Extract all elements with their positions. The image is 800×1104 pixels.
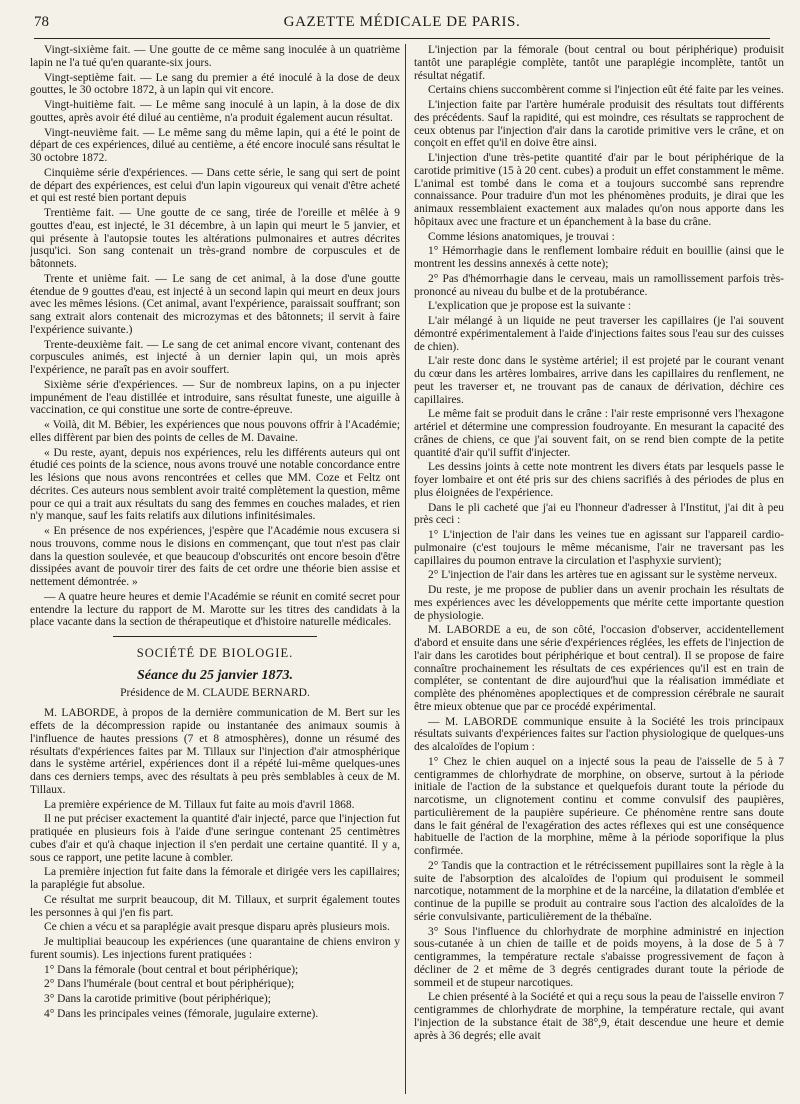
seance-title: Séance du 25 janvier 1873. — [137, 667, 293, 683]
left-paragraph: « Voilà, dit M. Bébier, les expériences que nous pouvons offrir à l'Académie; elles diffèrent par bien des points de celles de M. Davaine. — [30, 419, 400, 444]
left-paragraph: Vingt-septième fait. — Le sang du premier a été inoculé à la dose de deux gouttes, le 30 octobre 1872, à un lapin qui vit encore. — [30, 71, 400, 97]
left-paragraph: Sixième série d'expériences. — Sur de nombreux lapins, on a pu injecter impunément de l'eau distillée et introduire, sans résultat funeste, une aiguille à vaccination, ce qui constitue une sorte de contre-épreuve. — [30, 378, 400, 417]
left-paragraph: Vingt-sixième fait. — Une goutte de ce même sang inoculée à un quatrième lapin ne l'a tué qu'en quarante-six jours. — [30, 44, 400, 69]
presidence-line: Présidence de M. CLAUDE BERNARD. — [120, 686, 310, 699]
left-paragraph: M. LABORDE, à propos de la dernière communication de M. Bert sur les effets de la décompression rapide ou instantanée des animaux soumis à l'influence de hautes pressions (7 et 8 atmosphères), donne un résumé des résultats d'expériences faites par M. Tillaux sur l'injection d'air atmosphérique dans le système artériel, expériences dont il a répété lui-même quelques-unes dans ces derniers temps, avec des résultats à peu près semblables à ceux de M. Tillaux. — [30, 707, 400, 796]
left-paragraph: 3° Dans la carotide primitive (bout périphérique); — [44, 993, 271, 1005]
right-column — [414, 44, 784, 1094]
left-paragraph: 1° Dans la fémorale (bout central et bout périphérique); — [44, 963, 299, 976]
left-paragraph: Ce résultat me surprit beaucoup, dit M. Tillaux, et surprit également toutes les personnes à qui j'en fis part. — [30, 893, 400, 919]
left-paragraph: Trentième fait. — Une goutte de ce sang, tirée de l'oreille et mêlée à 9 gouttes d'eau, est injecté, le 31 décembre, à un lapin qui meurt le 5 janvier, et qui présente à l'autopsie toutes les altérations pulmonaires et autres décrites jusqu'ici. Son sang contenait un très-grand nombre de corpuscules et de bâtonnets. — [30, 207, 400, 270]
right-paragraph: 2° L'injection de l'air dans les artères tue en agissant sur le système nerveux. — [428, 569, 778, 582]
right-paragraph: Certains chiens succombèrent comme si l'injection eût été faite par les veines. — [428, 84, 784, 97]
right-paragraph: Du reste, je me propose de publier dans un avenir prochain les résultats de mes expériences avec les développements que mérite cette importante question de physiologie. — [414, 584, 784, 622]
left-paragraph: La première expérience de M. Tillaux fut faite au mois d'avril 1868. — [44, 798, 355, 811]
right-paragraph: Le chien présenté à la Société et qui a reçu sous la peau de l'aisselle environ 7 centigrammes de chlorhydrate de morphine, la température rectale, qui avant l'injection de la substance était de 38°,9, était descendue une heure et demie après à 36 degrés; elle avait — [414, 991, 784, 1042]
page-header — [34, 8, 770, 39]
left-paragraph: Vingt-huitième fait. — Le même sang inoculé à un lapin, à la dose de dix gouttes, après avoir été dilué au centième, n'a produit également aucun résultat. — [30, 99, 400, 124]
section-title: SOCIÉTÉ DE BIOLOGIE. — [136, 646, 294, 660]
left-column — [30, 44, 400, 1094]
left-paragraph: Trente et unième fait. — Le sang de cet animal, à la dose d'une goutte étendue de 9 gouttes d'eau, est injecté à un second lapin qui meurt en deux jours avec les mêmes lésions. (Cet animal, avant l'expérience, paraissait souffrant; son sang extrait alors contenait des microzymas et des bâtonnets; il servit à faire l'expérience suivante.) — [30, 272, 400, 336]
right-paragraph: Comme lésions anatomiques, je trouvai : — [428, 230, 615, 243]
journal-title: GAZETTE MÉDICALE DE PARIS. — [283, 14, 521, 30]
right-paragraph: L'explication que je propose est la suivante : — [428, 300, 632, 313]
right-paragraph: L'air mélangé à un liquide ne peut traverser les capillaires (je l'ai souvent démontré expérimentalement à l'aide d'injections faites sous l'eau sur des cuisses de chien). — [414, 315, 784, 353]
right-paragraph: L'injection faite par l'artère humérale produisit des résultats tout différents des précédents. Sauf la rapidité, qui est moindre, ces résultats se rapprochent de ceux obtenus par l'injection d'air dans la carotide primitive vers le crâne, et on conçoit en effet qu'il en doive être ainsi. — [414, 99, 784, 150]
right-paragraph: L'injection par la fémorale (bout central ou bout périphérique) produisit tantôt une paraplégie complète, tantôt une paraplégie incomplète, tantôt un résultat négatif. — [414, 44, 784, 82]
left-paragraph: Cinquième série d'expériences. — Dans cette série, le sang qui sert de point de départ des expériences, est celui d'un lapin vigoureux qui venait d'être acheté et qui est resté bien portant depuis — [30, 166, 400, 205]
left-paragraph: Vingt-neuvième fait. — Le même sang du même lapin, qui a été le point de départ de ces expériences, dilué au centième, a été encore inoculé sans résultat le 30 octobre 1872. — [30, 126, 400, 164]
right-paragraph: L'injection d'une très-petite quantité d'air par le bout périphérique de la carotide primitive (15 à 20 cent. cubes) a produit un effet constamment le même. L'animal est tombé dans le coma et a toujours succombé sans reprendre connaissance. Pour traduire d'un mot les phénomènes produits, je dirai que les animaux ressemblaient exactement aux malades qu'on nous apporte dans les hôpitaux avec une fracture et un épanchement à la base du crâne. — [414, 152, 784, 228]
right-paragraph: 1° L'injection de l'air dans les veines tue en agissant sur l'appareil cardio-pulmonaire (c'est toujours le même mécanisme, l'air ne traversant pas les capillaires du poumon entrave la circulation et l'asphyxie survient); — [414, 529, 784, 567]
right-paragraph: Les dessins joints à cette note montrent les divers états par lesquels passe le foyer lombaire et ont été pris sur des chiens sacrifiés à des périodes de plus en plus éloignées de l'expérience. — [414, 461, 784, 499]
left-paragraph: 2° Dans l'humérale (bout central et bout périphérique); — [44, 978, 295, 991]
right-paragraph: Le même fait se produit dans le crâne : l'air reste emprisonné vers l'hexagone artériel et détermine une compression foudroyante. En mesurant la capacité des crânes de chiens, ce que j'ai souvent fait, on se rend bien compte de la petite quantité d'air qu'il suffit d'injecter. — [414, 408, 784, 459]
left-paragraph: « Du reste, ayant, depuis nos expériences, relu les différents auteurs qui ont étudié ces points de la science, nous avons trouvé une notable concordance entre les lésions que nous avons rencontrées et celles que MM. Coze et Feltz ont décrites. Ces auteurs nous semblent avoir traité complètement la question, même pour ce qui a trait aux résultats du sang des femmes en couches malades, et rien n'y manque, sauf les faits relatifs aux dilutions infinitésimales. — [30, 446, 400, 523]
right-paragraph: — M. LABORDE communique ensuite à la Société les trois principaux résultats suivants d'expériences faites sur l'action physiologique de quelques-uns des alcaloïdes de l'opium : — [414, 715, 784, 753]
left-paragraph: Ce chien a vécu et sa paraplégie avait presque disparu après plusieurs mois. — [44, 921, 390, 934]
left-paragraph: 4° Dans les principales veines (fémorale, jugulaire externe). — [44, 1007, 319, 1020]
left-paragraph: Trente-deuxième fait. — Le sang de cet animal encore vivant, contenant des corpuscules animés, est injecté à un dernier lapin qui, un mois après l'expérience, ne paraît pas en avoir souffert. — [30, 338, 400, 376]
right-paragraph: 2° Tandis que la contraction et le rétrécissement pupillaires sont la règle à la suite de l'absorption des alcaloïdes de l'opium qui produisent le sommeil narcotique, notamment de la morphine et de la narcéine, la dilatation d'emblée et continue de la pupille se produit au contraire sous l'action des alcaloïdes de la série convulsivante, particulièrement de la thébaïne. — [414, 859, 784, 923]
column-divider — [405, 44, 406, 1094]
right-paragraph: 2° Pas d'hémorrhagie dans le cerveau, mais un ramollissement parfois très-prononcé au niveau du bulbe et de la protubérance. — [414, 272, 784, 298]
left-paragraph: Il ne put préciser exactement la quantité d'air injecté, parce que l'injection fut pratiquée en plusieurs fois à l'aide d'une seringue contenant 25 centimètres cubes d'air et qu'à chaque injection il s'en perdait une certaine quantité. Il y a, sous ce rapport, une petite lacune à combler. — [30, 813, 400, 864]
left-paragraph: Je multipliai beaucoup les expériences (une quarantaine de chiens environ y furent soumis). Les injections furent pratiquées : — [30, 936, 400, 961]
section-rule — [113, 636, 317, 637]
right-paragraph: 1° Hémorrhagie dans le renflement lombaire réduit en bouillie (ainsi que le montrent les dessins annexés à cette note); — [414, 245, 784, 270]
right-paragraph: L'air reste donc dans le système artériel; il est projeté par le courant venant du cœur dans les artères lombaires, arrive dans les capillaires du renflement, ne peut les traverser et, ne trouvant pas de canaux de dérivation, déchire ces capillaires. — [414, 355, 784, 406]
left-paragraph: — A quatre heure heures et demie l'Académie se réunit en comité secret pour entendre la lecture du rapport de M. Marotte sur les titres des candidats à la place vacante dans la section de thérapeutique et d'histoire naturelle médicales. — [30, 590, 400, 629]
left-paragraph: La première injection fut faite dans la fémorale et dirigée vers les capillaires; la paraplégie fut absolue. — [30, 866, 400, 891]
page-number: 78 — [34, 14, 49, 30]
right-paragraph: Dans le pli cacheté que j'ai eu l'honneur d'adresser à l'Institut, j'ai dit à peu près ceci : — [414, 501, 784, 527]
left-paragraph: « En présence de nos expériences, j'espère que l'Académie nous excusera si nous trouvons, comme nous le disions en commençant, que tout n'est pas clair dans la question soulevée, et que beaucoup d'obscurités ont encore besoin d'être dissipées avant de pouvoir tirer des faits de cet ordre une théorie bien assise et nettement démontrée. » — [30, 525, 400, 588]
right-paragraph: 3° Sous l'influence du chlorhydrate de morphine administré en injection sous-cutanée à un chien de taille et de poids moyens, à la dose de 5 à 7 centigrammes, la température rectale s'abaisse progressivement de façon à décliner de 2 et même de 3 degrés centigrades durant toute la période de sommeil et de stupeur narcotiques. — [414, 925, 784, 989]
right-paragraph: 1° Chez le chien auquel on a injecté sous la peau de l'aisselle de 5 à 7 centigrammes de chlorhydrate de morphine, on observe, surtout à la période initiale de l'action de la substance et quelquefois durant toute la période du narcotisme, un clignotement continu et comme convulsif des paupières, particulièrement de la paupière supérieure. Ce phénomène rentre sans doute dans le fait général de l'exagération des actes réflexes qui est une conséquence habituelle de l'action de la morphine, même à la période soporifique la plus confirmée. — [414, 755, 784, 857]
right-paragraph: M. LABORDE a eu, de son côté, l'occasion d'observer, accidentellement d'abord et ensuite dans une série d'expériences réglées, les effets de l'injection de l'air dans les carotides bout périphérique et bout central). Il se propose de faire connaître prochainement les résultats de ces expériences qu'il est en train de compléter, se contentant de dire aujourd'hui que la réalisation immédiate et complète des phénomènes apoplectiques et de compression cérébrale ne saurait être mieux obtenue que par ce procédé expérimental. — [414, 624, 784, 713]
